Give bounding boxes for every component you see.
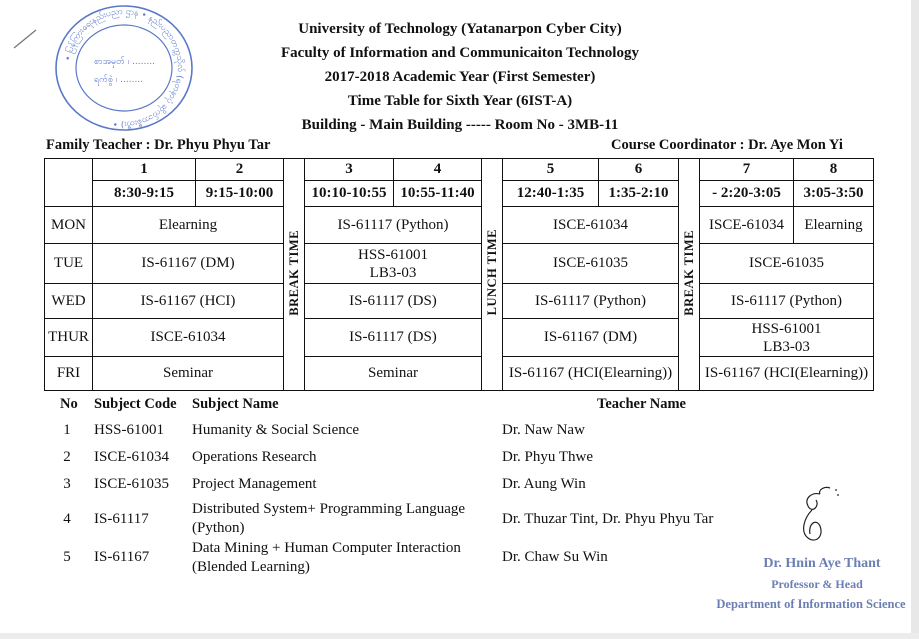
period-time: 8:30-9:15 [93, 181, 196, 207]
timetable [44, 158, 874, 391]
class-cell: IS-61117 (Python) [305, 207, 482, 244]
period-time: 9:15-10:00 [196, 181, 284, 207]
signature-icon [790, 484, 844, 550]
class-cell: ISCE-61034 [700, 207, 794, 244]
col-header-name: Subject Name [192, 396, 279, 412]
period-number: 1 [93, 159, 196, 181]
period-number: 4 [394, 159, 482, 181]
lunch-time-column [482, 159, 503, 391]
teacher-name: Dr. Thuzar Tint, Dr. Phyu Phyu Tar [502, 511, 714, 527]
subject-name-line2: (Blended Learning) [192, 559, 310, 575]
signatory-name: Dr. Hnin Aye Thant [763, 556, 881, 571]
pen-mark-icon [12, 28, 38, 50]
teacher-name: Dr. Aung Win [502, 476, 586, 492]
class-cell: ISCE-61034 [503, 207, 679, 244]
teacher-name: Dr. Chaw Su Win [502, 549, 608, 565]
scan-edge-bottom [0, 633, 919, 639]
lunch-time-label: LUNCH TIME [484, 229, 499, 316]
period-time: - 2:20-3:05 [700, 181, 794, 207]
family-teacher: Family Teacher : Dr. Phyu Phyu Tar [46, 137, 271, 153]
day-label: MON [45, 207, 93, 244]
period-time: 1:35-2:10 [599, 181, 679, 207]
subject-name-line1: Distributed System+ Programming Language [192, 501, 466, 517]
period-time: 12:40-1:35 [503, 181, 599, 207]
subject-no: 4 [63, 511, 71, 527]
subject-code: HSS-61001 [94, 422, 165, 438]
break-time-label: BREAK TIME [286, 229, 301, 316]
class-cell: IS-61117 (DS) [305, 284, 482, 319]
period-number: 3 [305, 159, 394, 181]
day-row-tue [45, 244, 874, 284]
teacher-name: Dr. Naw Naw [502, 422, 585, 438]
period-time: 3:05-3:50 [794, 181, 874, 207]
class-cell: IS-61167 (HCI) [93, 284, 284, 319]
course-coordinator: Course Coordinator : Dr. Aye Mon Yi [611, 137, 843, 153]
svg-text:ရက်စွဲ ၊ ........: ရက်စွဲ ၊ ........ [94, 75, 144, 85]
class-cell: Seminar [305, 357, 482, 391]
class-code: HSS-61001 [751, 320, 822, 337]
svg-text:• ပြန်ကြားရေးနည်းပညာ ဌာန • နည်: • ပြန်ကြားရေးနည်းပညာ ဌာန • နည်းပညာတက္ကသိုလ် (ရတနာပုံ ဆိုက်ဘာစီးတီး) • [63, 6, 186, 130]
period-time: 10:55-11:40 [394, 181, 482, 207]
class-cell: IS-61167 (DM) [503, 319, 679, 357]
signatory-department: Department of Information Science [716, 597, 906, 611]
signatory-title: Professor & Head [771, 577, 863, 591]
class-cell: IS-61117 (Python) [503, 284, 679, 319]
document-header [230, 17, 690, 137]
faculty-title: Faculty of Information and Communicaiton Technology [281, 45, 639, 61]
subject-code: ISCE-61034 [94, 449, 169, 465]
class-cell: IS-61117 (DS) [305, 319, 482, 357]
subject-code: IS-61167 [94, 549, 150, 565]
day-row-fri [45, 357, 874, 391]
subject-name: Project Management [192, 476, 317, 492]
period-number-row [45, 159, 874, 181]
class-cell: Elearning [794, 207, 874, 244]
class-cell [305, 244, 482, 284]
period-number: 2 [196, 159, 284, 181]
academic-year: 2017-2018 Academic Year (First Semester) [324, 69, 596, 85]
col-header-code: Subject Code [94, 396, 177, 412]
class-cell: Seminar [93, 357, 284, 391]
class-room: LB3-03 [763, 338, 810, 355]
day-row-mon [45, 207, 874, 244]
period-number: 5 [503, 159, 599, 181]
period-number: 6 [599, 159, 679, 181]
day-row-wed [45, 284, 874, 319]
class-cell: ISCE-61034 [93, 319, 284, 357]
col-header-teacher: Teacher Name [597, 396, 686, 412]
class-cell: IS-61117 (Python) [700, 284, 874, 319]
class-cell: IS-61167 (HCI(Elearning)) [503, 357, 679, 391]
class-code: HSS-61001 [357, 246, 428, 263]
class-cell: IS-61167 (HCI(Elearning)) [700, 357, 874, 391]
class-cell: ISCE-61035 [503, 244, 679, 284]
subject-name-line1: Data Mining + Human Computer Interaction [192, 540, 461, 556]
period-number: 7 [700, 159, 794, 181]
signature-block [716, 554, 906, 614]
scan-edge-right [911, 0, 919, 639]
col-header-no: No [60, 396, 78, 412]
period-time: 10:10-10:55 [305, 181, 394, 207]
class-cell: ISCE-61035 [700, 244, 874, 284]
subject-no: 3 [63, 476, 71, 492]
timetable-title: Time Table for Sixth Year (6IST-A) [347, 93, 573, 109]
class-room: LB3-03 [369, 264, 417, 281]
break-time-column [284, 159, 305, 391]
period-number: 8 [794, 159, 874, 181]
corner-cell [45, 159, 93, 207]
subject-name-line2: (Python) [192, 520, 245, 536]
subject-code: IS-61117 [94, 511, 149, 527]
subject-name [192, 539, 461, 577]
subject-no: 2 [63, 449, 71, 465]
subject-name: Operations Research [192, 449, 317, 465]
break-time-label: BREAK TIME [681, 229, 696, 316]
break-time-column [679, 159, 700, 391]
day-label: TUE [45, 244, 93, 284]
period-time-row [45, 181, 874, 207]
day-label: THUR [45, 319, 93, 357]
day-row-thur [45, 319, 874, 357]
subject-code: ISCE-61035 [94, 476, 169, 492]
teacher-name: Dr. Phyu Thwe [502, 449, 593, 465]
official-stamp [50, 2, 198, 134]
subject-no: 5 [63, 549, 71, 565]
university-title: University of Technology (Yatanarpon Cyber City) [298, 21, 622, 37]
class-cell: IS-61167 (DM) [93, 244, 284, 284]
day-label: FRI [45, 357, 93, 391]
subject-name [192, 500, 465, 538]
class-cell [700, 319, 874, 357]
subject-no: 1 [63, 422, 71, 438]
svg-text:စာအမှတ် ၊ ........: စာအမှတ် ၊ ........ [94, 57, 155, 67]
subject-name: Humanity & Social Science [192, 422, 360, 438]
class-cell: Elearning [93, 207, 284, 244]
day-label: WED [45, 284, 93, 319]
building-room: Building - Main Building ----- Room No - 3MB-11 [301, 117, 619, 133]
